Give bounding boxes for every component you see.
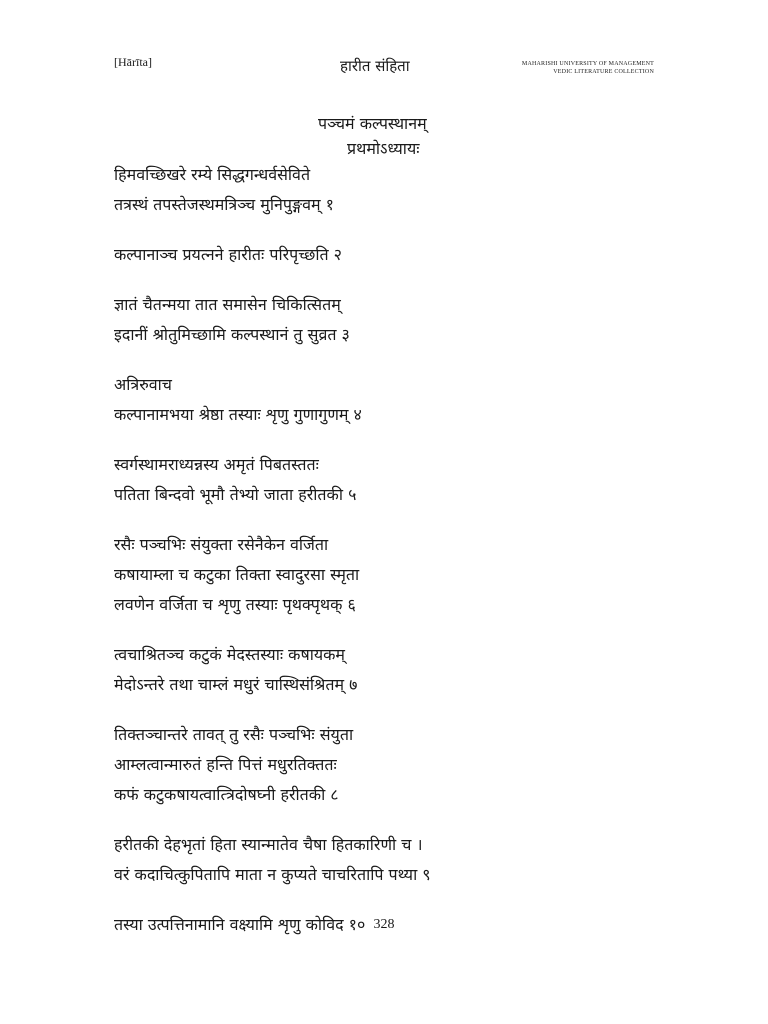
publisher-line-2: VEDIC LITERATURE COLLECTION <box>553 69 654 75</box>
verse-body <box>114 160 674 960</box>
header-left-label: [Hārīta] <box>114 55 152 69</box>
verse-line: तस्या उत्पत्तिनामानि वक्ष्यामि शृणु कोविद १० <box>114 915 366 934</box>
verse-line: कल्पानाञ्च प्रयत्नने हारीतः परिपृच्छति २ <box>114 245 342 264</box>
verse-stanza <box>114 830 674 890</box>
verse-line: त्वचाश्रितञ्च कटुकं मेदस्तस्याः कषायकम् <box>114 645 345 664</box>
verse-line: ज्ञातं चैतन्मया तात समासेन चिकित्सितम् <box>114 295 341 314</box>
verse-stanza <box>114 450 674 510</box>
verse-line: तत्रस्थं तपस्तेजस्थमत्रिञ्च मुनिपुङ्गवम् १ <box>114 195 334 214</box>
verse-stanza <box>114 530 674 620</box>
verse-stanza <box>114 720 674 810</box>
page-number: 328 <box>373 917 395 932</box>
verse-line: हिमवच्छिखरे रम्ये सिद्धगन्धर्वसेविते <box>114 165 311 184</box>
verse-stanza <box>114 640 674 700</box>
verse-line: तिक्तञ्चान्तरे तावत् तु रसैः पञ्चभिः संयुता <box>114 725 354 744</box>
verse-line: कषायाम्ला च कटुका तिक्ता स्वादुरसा स्मृता <box>114 565 360 584</box>
publisher-line-1: MAHARISHI UNIVERSITY OF MANAGEMENT <box>521 61 654 67</box>
verse-stanza <box>114 290 674 350</box>
verse-line: स्वर्गस्थामराध्यन्नस्य अमृतं पिबतस्ततः <box>114 455 319 474</box>
verse-line: हरीतकी देहभृतां हिता स्यान्मातेव चैषा हितकारिणी च । <box>114 835 423 854</box>
verse-line: कफं कटुकषायत्वात्त्रिदोषघ्नी हरीतकी ८ <box>114 785 339 804</box>
section-title-line-1: पञ्चमं कल्पस्थानम् <box>318 114 427 133</box>
verse-line: वरं कदाचित्कुपितापि माता न कुप्यते चाचरितापि पथ्या ९ <box>114 865 431 884</box>
verse-stanza <box>114 370 674 430</box>
verse-line: मेदोऽन्तरे तथा चाम्लं मधुरं चास्थिसंश्रितम् ७ <box>114 675 358 694</box>
verse-line: इदानीं श्रोतुमिच्छामि कल्पस्थानं तु सुव्रत ३ <box>114 325 350 344</box>
verse-line: रसैः पञ्चभिः संयुक्ता रसेनैकेन वर्जिता <box>114 535 329 554</box>
section-title-line-2: प्रथमोऽध्यायः <box>347 139 420 158</box>
verse-line: लवणेन वर्जिता च शृणु तस्याः पृथक्पृथक् ६ <box>114 595 356 614</box>
verse-stanza <box>114 240 674 270</box>
header-title: हारीत संहिता <box>340 57 410 75</box>
verse-line: अत्रिरुवाच <box>114 375 172 394</box>
publisher-info <box>522 60 654 76</box>
verse-stanza <box>114 160 674 220</box>
verse-line: पतिता बिन्दवो भूमौ तेभ्यो जाता हरीतकी ५ <box>114 485 357 504</box>
verse-line: कल्पानामभया श्रेष्ठा तस्याः शृणु गुणागुणम् ४ <box>114 405 362 424</box>
verse-line: आम्लत्वान्मारुतं हन्ति पित्तं मधुरतिक्ततः <box>114 755 337 774</box>
